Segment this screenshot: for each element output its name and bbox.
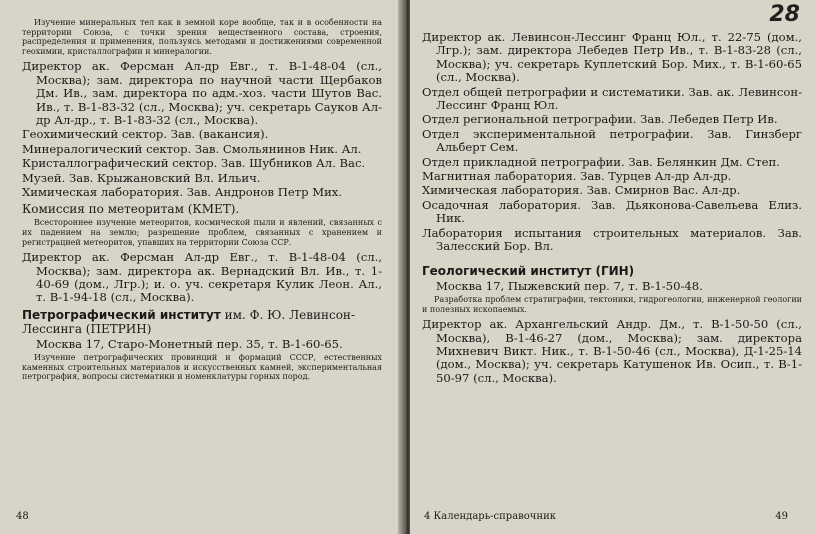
page-number-left: 48 [16,511,29,522]
lab-entry: Лаборатория испытания строительных материалов. Зав. Залесский Бор. Вл. [422,225,802,254]
department-entry: Отдел прикладной петрографии. Зав. Белянкин Дм. Степ. [422,154,780,169]
lab-entry: Магнитная лаборатория. Зав. Турцев Ал-др Ал-др. [422,169,732,184]
left-column [22,16,382,386]
left-page [0,0,404,534]
page-number-right: 49 [775,511,788,522]
department-entry: Отдел общей петрографии и систематики. Зав. ак. Левинсон-Лессинг Франц Юл. [422,84,802,113]
footer-title: 4 Календарь-справочник [424,511,556,522]
lab-entry: Осадочная лаборатория. Зав. Дьяконова-Савельева Елиз. Ник. [422,197,802,226]
sector-entry: Геохимический сектор. Зав. (вакансия). [22,127,269,142]
petrin-staff: Директор ак. Левинсон-Лессинг Франц Юл., т. 22-75 (дом., Лгр.); зам. директора Лебедев Петр Ив., т. В-1-83-28 (сл., Москва); уч. секретарь Куплетский Бор. Мих., т. В-1-60-65 (сл., Москва). [422,30,802,85]
kmet-staff: Директор ак. Ферсман Ал-др Евг., т. В-1-48-04 (сл., Москва); зам. директора ак. Вернадский Вл. Ив., т. 1-40-69 (дом., Лгр.); и. о. уч. секретаря Кулик Леон. Ал., т. В-1-94-18 (сл., Москва). [22,250,382,305]
museum-entry: Музей. Зав. Крыжановский Вл. Ильич. [22,170,261,185]
petrin-heading-rest: им. Ф. Ю. Левинсон-Лессинга (ПЕТРИН) [22,307,355,336]
petrin-name: Петрографический институт [22,307,221,322]
petrin-address: Москва 17, Старо-Монетный пер. 35, т. В-1-60-65. [36,336,343,351]
gin-description: Разработка проблем стратиграфии, тектоники, гидрогеологии, инженерной геологии и полезных ископаемых. [422,294,802,314]
kmet-heading: Комиссия по метеоритам (КМЕТ). [22,202,240,217]
petrin-description: Изучение петрографических провинций и формаций СССР, естественных каменных строительных материалов и искусственных камней, экспериментальная петрография, вопросы систематики и номенклатуры горных пород. [22,353,382,382]
gin-staff: Директор ак. Архангельский Андр. Дм., т. В-1-50-50 (сл., Москва), В-1-46-27 (дом., Москва); зам. директора Михневич Викт. Ник., т. В-1-50-46 (сл., Москва), Д-1-25-14 (дом., Москва); уч. секретарь Катушенок Ив. Осип., т. В-1-50-97 (сл., Москва). [422,317,802,385]
gin-heading [422,264,802,278]
sector-entry: Кристаллографический сектор. Зав. Шубников Ал. Вас. [22,156,366,171]
gin-address: Москва 17, Пыжевский пер. 7, т. В-1-50-48. [436,278,703,293]
lab-entry: Химическая лаборатория. Зав. Смирнов Вас. Ал-др. [422,183,741,198]
department-entry: Отдел региональной петрографии. Зав. Лебедев Петр Ив. [422,112,778,127]
mineralogy-description: Изучение минеральных тел как в земной коре вообще, так и в особенности на территории Союза, с точки зрения вещественного состава, строения, распределения и применения, пользуясь методами и достижениями современной геохимии, кристаллографии и минералогии. [22,18,382,56]
mineralogy-staff: Директор ак. Ферсман Ал-др Евг., т. В-1-48-04 (сл., Москва); зам. директора по научной части Щербаков Дм. Ив., зам. директора по адм.-хоз. части Шутов Вас. Ив., т. В-1-83-32 (сл., Москва); уч. секретарь Сауков Ал-др Ал-др., т. В-1-83-32 (сл., Москва). [22,59,382,127]
department-entry: Отдел экспериментальной петрографии. Зав. Гинзберг Альберт Сем. [422,126,802,155]
sector-entry: Минералогический сектор. Зав. Смольянинов Ник. Ал. [22,141,362,156]
kmet-description: Всестороннее изучение метеоритов, космической пыли и явлений, связанных с их падением на землю; разрешение проблем, связанных с хранением и регистрацией метеоритов, упавших на территории Союза ССР. [22,218,382,247]
gin-title: Геологический институт (ГИН) [422,263,635,278]
petrin-heading [22,308,382,336]
handwritten-number: 28 [769,2,800,27]
lab-entry: Химическая лаборатория. Зав. Андронов Петр Мих. [22,185,343,200]
right-page [410,0,816,534]
right-column [422,30,802,386]
